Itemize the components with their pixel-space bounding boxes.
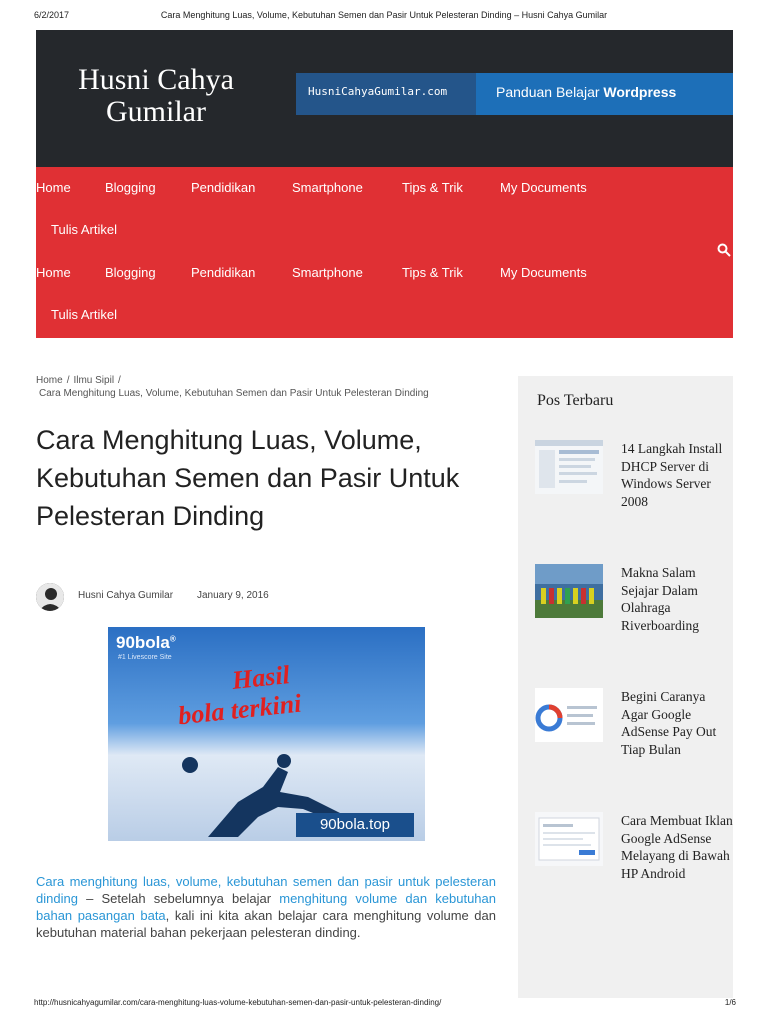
nav-item-home-2[interactable]: Home — [36, 265, 71, 280]
site-title-line1: Husni Cahya — [78, 63, 234, 96]
ad-headline-2: bola terkini — [176, 688, 303, 731]
post-date[interactable]: January 9, 2016 — [197, 590, 269, 601]
print-url: http://husnicahyagumilar.com/cara-menghitung-luas-volume-kebutuhan-semen-dan-pasir-untuk-pelesteran-dinding/ — [34, 998, 442, 1007]
ad-logo — [116, 633, 176, 653]
header-banner[interactable] — [296, 73, 733, 115]
site-header — [36, 30, 733, 167]
avatar[interactable] — [36, 583, 64, 611]
nav-row-2 — [36, 222, 676, 242]
author-name[interactable]: Husni Cahya Gumilar — [78, 590, 174, 601]
recent-post-title[interactable]: 14 Langkah Install DHCP Server di Windows Server 2008 — [621, 441, 723, 509]
banner-bold: Wordpress — [603, 84, 677, 100]
ad-logo-mark: ® — [169, 634, 176, 644]
breadcrumb — [36, 374, 429, 400]
nav-item-tips-trik[interactable]: Tips & Trik — [402, 180, 463, 195]
nav-item-blogging[interactable]: Blogging — [105, 180, 156, 195]
nav-item-my-documents[interactable]: My Documents — [500, 180, 587, 195]
post-title: Cara Menghitung Luas, Volume, Kebutuhan Semen dan Pasir Untuk Pelesteran Dinding — [36, 425, 460, 531]
breadcrumb-home[interactable]: Home — [36, 375, 63, 386]
nav-row-4 — [36, 307, 676, 327]
breadcrumb-separator: / — [66, 375, 70, 386]
recent-post-title[interactable]: Begini Caranya Agar Google AdSense Pay Out Tiap Bulan — [621, 689, 717, 757]
recent-post-title[interactable]: Makna Salam Sejajar Dalam Olahraga Riverboarding — [621, 565, 699, 633]
site-title-line2: Gumilar — [106, 95, 206, 128]
print-title: Cara Menghitung Luas, Volume, Kebutuhan Semen dan Pasir Untuk Pelesteran Dinding – Husni Cahya Gumilar — [160, 10, 608, 20]
recent-post-title[interactable]: Cara Membuat Iklan Google AdSense Melayang di Bawah HP Android — [621, 813, 733, 881]
ad-subtitle: #1 Livescore Site — [118, 654, 172, 661]
print-page-number: 1/6 — [724, 998, 736, 1007]
nav-item-smartphone[interactable]: Smartphone — [292, 180, 363, 195]
body-text-1: – Setelah sebelumnya belajar — [77, 891, 280, 906]
banner-domain: HusniCahyaGumilar.com — [308, 85, 448, 98]
nav-item-home[interactable]: Home — [36, 180, 71, 195]
link-menghitung-volume[interactable]: menghitung volume dan kebutuhan bahan pasangan bata — [36, 891, 496, 923]
nav-item-smartphone-2[interactable]: Smartphone — [292, 265, 363, 280]
banner-tagline — [496, 84, 676, 100]
print-date: 6/2/2017 — [34, 10, 70, 20]
post-body — [36, 873, 496, 941]
site-title[interactable] — [56, 64, 256, 128]
ad-logo-text: 90bola — [116, 633, 170, 652]
nav-item-my-documents-2[interactable]: My Documents — [500, 265, 587, 280]
breadcrumb-separator: / — [118, 375, 121, 386]
nav-row-3 — [36, 265, 676, 285]
nav-item-blogging-2[interactable]: Blogging — [105, 265, 156, 280]
recent-post-thumbnail[interactable] — [535, 440, 603, 494]
nav-item-tulis-artikel-2[interactable]: Tulis Artikel — [51, 307, 117, 322]
search-icon[interactable] — [717, 243, 731, 257]
ad-banner[interactable] — [108, 627, 425, 841]
nav-item-tulis-artikel[interactable]: Tulis Artikel — [51, 222, 117, 237]
recent-post-thumbnail[interactable] — [535, 812, 603, 866]
main-navigation — [36, 167, 733, 338]
ad-headline-1: Hasil — [230, 660, 292, 695]
nav-item-tips-trik-2[interactable]: Tips & Trik — [402, 265, 463, 280]
sidebar — [518, 376, 733, 998]
recent-post-thumbnail[interactable] — [535, 564, 603, 618]
recent-post-thumbnail[interactable] — [535, 688, 603, 742]
breadcrumb-current: Cara Menghitung Luas, Volume, Kebutuhan Semen dan Pasir Untuk Pelesteran Dinding — [39, 388, 429, 399]
nav-item-pendidikan-2[interactable]: Pendidikan — [191, 265, 256, 280]
body-text-2: , kali ini kita akan belajar cara menghitung volume dan kebutuhan material bahan pekerjaan pelesteran dinding. — [36, 908, 496, 940]
ad-url: 90bola.top — [296, 813, 414, 837]
nav-row-1 — [36, 180, 676, 200]
breadcrumb-category[interactable]: Ilmu Sipil — [73, 375, 115, 386]
banner-domain-box — [296, 73, 476, 115]
link-cara-menghitung[interactable]: Cara menghitung luas, volume, kebutuhan semen dan pasir untuk pelesteran dinding — [36, 874, 496, 906]
nav-item-pendidikan[interactable]: Pendidikan — [191, 180, 256, 195]
sidebar-title: Pos Terbaru — [537, 392, 614, 409]
banner-text: Panduan Belajar — [496, 84, 604, 100]
